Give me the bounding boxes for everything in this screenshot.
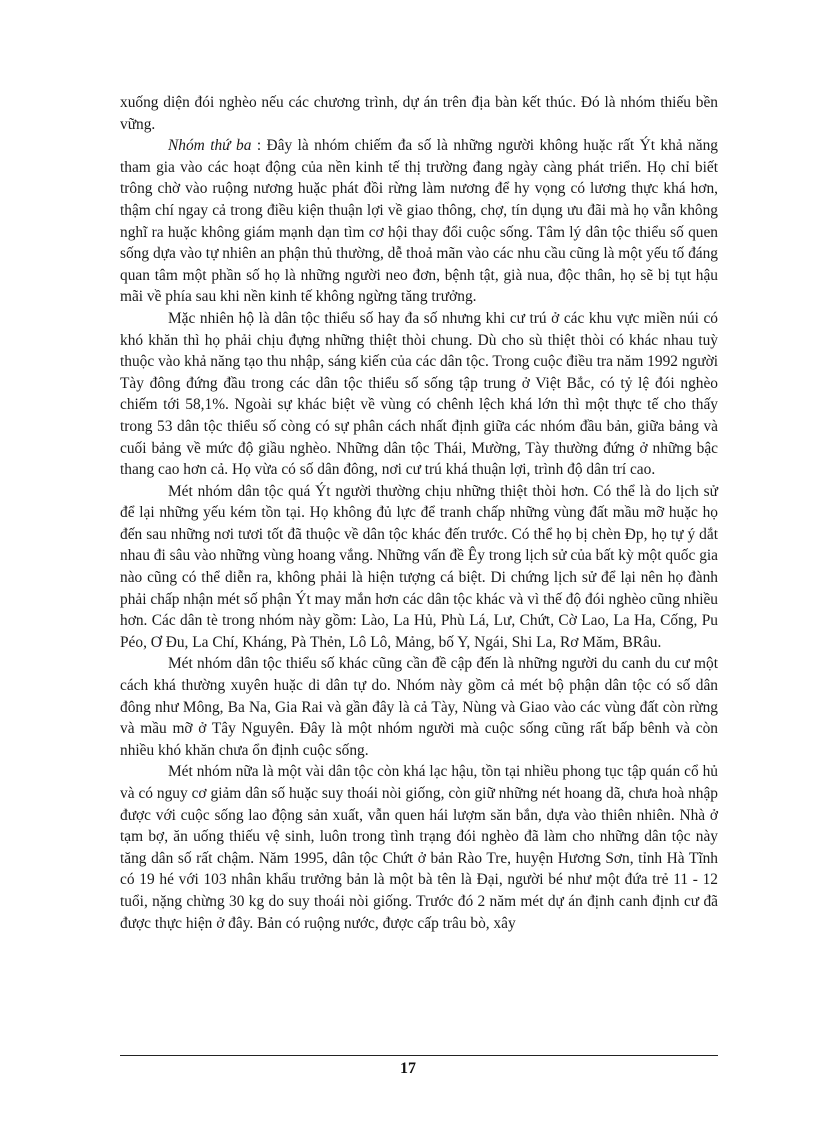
paragraph-backward-groups [120,761,718,934]
paragraph-text: : Đây là nhóm chiếm đa số là những người không huặc rất Ýt khả năng tham gia vào các hoạt động của nền kinh tế thị trường đang ngày càng phát triển. Họ chỉ biết trông chờ vào ruộng nương huặc phát đồi rừng làm nương để hy vọng có lương thực khá hơn, thậm chí ngay cả trong điều kiện thuận lợi về giao thông, chợ, tín dụng ưu đãi mà họ vẫn không nghĩ ra huặc không giám mạnh dạn tìm cơ hội thay đổi cuộc sống. Tâm lý dân tộc thiểu số quen sống dựa vào tự nhiên an phận thủ thường, dễ thoả mãn vào các nhu cầu cũng là một yếu tố đáng quan tâm một phần số họ là những người neo đơn, bệnh tật, già nua, độc thân, họ sẽ bị tụt hậu mãi về phía sau khi nền kinh tế không ngừng tăng trưởng. [120,137,718,306]
group-label: Nhóm thứ ba [168,137,252,155]
paragraph-text: Mặc nhiên hộ là dân tộc thiểu số hay đa số nhưng khi cư trú ở các khu vực miền núi có khó khăn thì họ phải chịu đựng những thiệt thòi chung. Dù cho sù thiệt thòi có khác nhau tuỳ thuộc vào khả năng tạo thu nhập, sáng kiến của các dân tộc. Trong cuộc điều tra năm 1992 người Tày đông đứng đầu trong các dân tộc thiểu số sống tập trung ở Việt Bắc, có tỷ lệ đói nghèo chiếm tới 58,1%. Ngoài sự khác biệt về vùng có chênh lệch khá lớn thì một thực tế cho thấy trong 53 dân tộc thiểu số còng có sự phân cách nhất định giữa các nhóm đầu bản, giữa bảng và cuối bảng về mức độ giầu nghèo. Những dân tộc Thái, Mường, Tày thường đứng ở những bậc thang cao hơn cả. Họ vừa có số dân đông, nơi cư trú khá thuận lợi, trình độ dân trí cao. [120,309,718,479]
paragraph-nhom-thu-ba [120,135,718,308]
paragraph-small-ethnic-groups [120,481,718,654]
footer-divider [120,1055,718,1056]
paragraph-nomadic-groups [120,653,718,761]
paragraph-disadvantage [120,308,718,481]
page-number: 17 [400,1060,416,1077]
paragraph-text: Mét nhóm nữa là một vài dân tộc còn khá lạc hậu, tồn tại nhiều phong tục tập quán cổ hủ và có nguy cơ giảm dân số huặc suy thoái nòi giống, còn giữ những nét hoang dã, chưa hoà nhập được với cuộc sống lao động sản xuất, vẫn quen hái lượm săn bắn, dựa vào thiên nhiên. Nhà ở tạm bợ, ăn uống thiếu vệ sinh, luôn trong tình trạng đói nghèo đã làm cho những dân tộc này tăng dân số rất chậm. Năm 1995, dân tộc Chứt ở bản Rào Tre, huyện Hương Sơn, tỉnh Hà Tĩnh có 19 hé với 103 nhân khẩu trưởng bản là một bà tên là Đại, người bé như một đứa trẻ 11 - 12 tuổi, nặng chừng 30 kg do suy thoái nòi giống. Trước đó 2 năm mét dự án định canh định cư đã được thực hiện ở đây. Bản có ruộng nước, được cấp trâu bò, xây [120,763,718,932]
paragraph-text: Mét nhóm dân tộc thiểu số khác cũng cần đề cập đến là những người du canh du cư một cách khá thường xuyên huặc di dân tự do. Nhóm này gồm cả mét bộ phận dân tộc có số dân đông như Mông, Ba Na, Gia Rai và gần đây là cả Tày, Nùng và Giao vào các vùng đất còn rừng và mầu mỡ ở Tây Nguyên. Đây là một nhóm người mà cuộc sống cũng rất bấp bênh và còn nhiều khó khăn chưa ổn định cuộc sống. [120,655,718,759]
paragraph-text: xuống diện đói nghèo nếu các chương trình, dự án trên địa bàn kết thúc. Đó là nhóm thiếu bền vững. [120,94,718,133]
paragraph-text: Mét nhóm dân tộc quá Ýt người thường chịu những thiệt thòi hơn. Có thể là do lịch sử để lại những yếu kém tồn tại. Họ không đủ lực để tranh chấp những vùng đất mầu mỡ huặc họ đến sau những nơi tươi tốt đã thuộc về dân tộc khác đến trước. Có thể họ bị chèn Ðp, họ tự ý dắt nhau đi sâu vào những vùng hoang vắng. Những vấn đề Êy trong lịch sử của bất kỳ một quốc gia nào cũng có thể diễn ra, không phải là hiện tượng cá biệt. Di chứng lịch sử để lại nên họ đành phải chấp nhận mét số phận Ýt may mắn hơn các dân tộc khác và vì thế độ đói nghèo cũng nhiều hơn. Các dân tè trong nhóm này gồm: Lào, La Hủ, Phù Lá, Lư, Chứt, Cờ Lao, La Ha, Cống, Pu Péo, Ơ Đu, La Chí, Kháng, Pà Thẻn, Lô Lô, Mảng, bố Y, Ngái, Shi La, Rơ Măm, BRâu. [120,482,718,651]
paragraph-continuation [120,92,718,135]
document-body [120,92,718,934]
